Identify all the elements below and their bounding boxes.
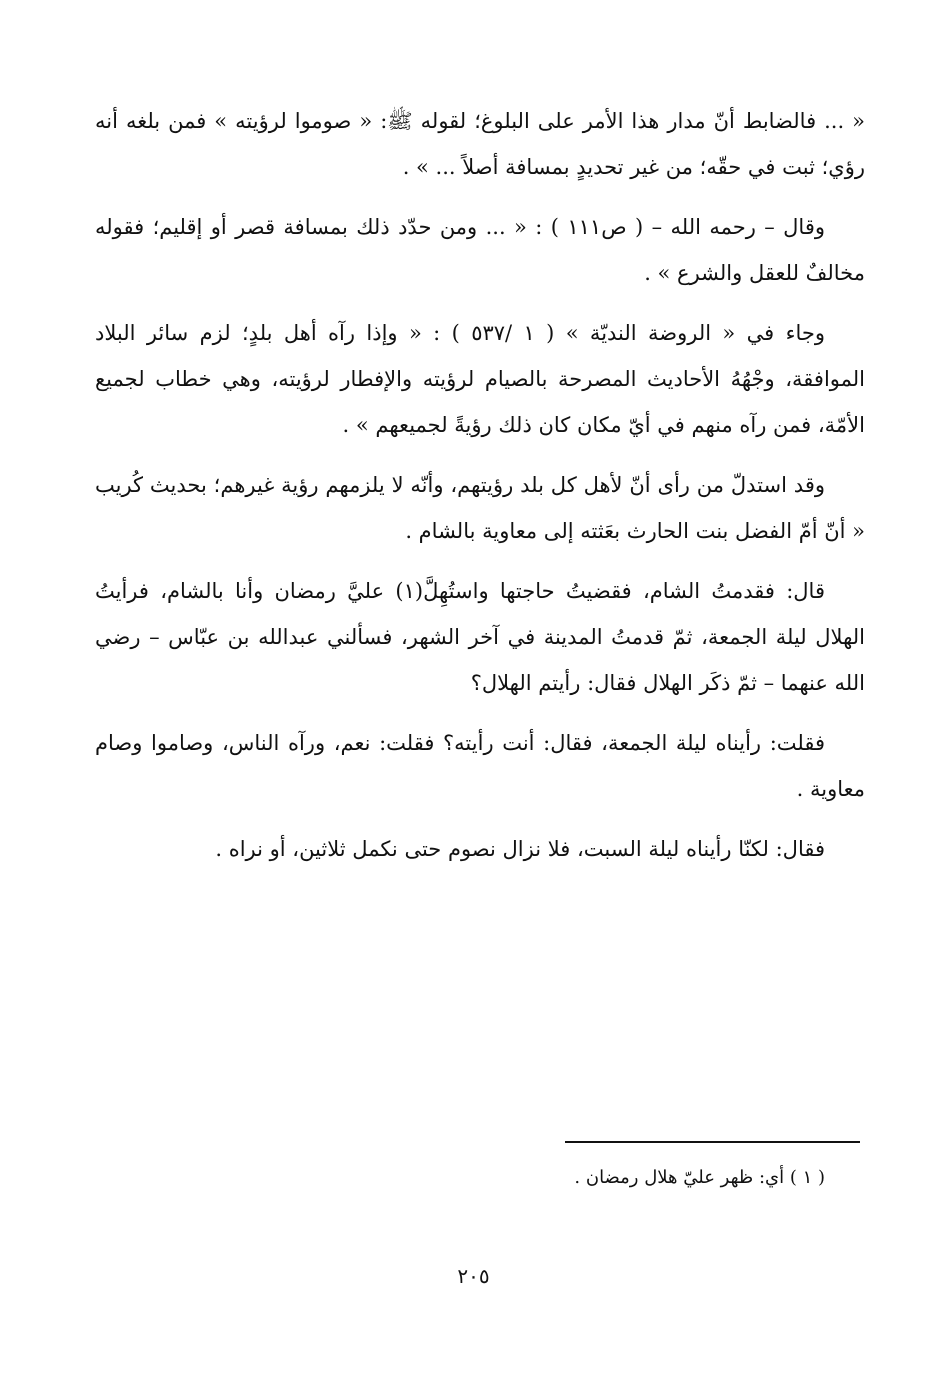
footnote-divider	[565, 1141, 860, 1143]
page-number: ٢٠٥	[457, 1264, 490, 1288]
paragraph-7: فقال: لكنّا رأيناه ليلة السبت، فلا نزال نصوم حتى نكمل ثلاثين، أو نراه .	[215, 837, 825, 861]
paragraph-2: وقال – رحمه الله – ( ص١١١ ) : « ... ومن حدّد ذلك بمسافة قصر أو إقليم؛ فقوله مخالفٌ للعقل والشرع » .	[95, 215, 865, 285]
paragraph-6: فقلت: رأيناه ليلة الجمعة، فقال: أنت رأيته؟ فقلت: نعم، ورآه الناس، وصاموا وصام معاوية .	[95, 731, 865, 801]
paragraph-3: وجاء في « الروضة النديّة » ( ١ /٥٣٧ ) : « وإذا رآه أهل بلدٍ؛ لزم سائر البلاد الموافقة، وجْهُهُ الأحاديث المصرحة بالصيام لرؤيته والإفطار لرؤيته، وهي خطاب لجميع الأمّة، فمن رآه منهم في أيّ مكان كان ذلك رؤيةً لجميعهم » .	[95, 321, 865, 437]
paragraph-5: قال: فقدمتُ الشام، فقضيتُ حاجتها واستُهِلَّ(١) عليَّ رمضان وأنا بالشام، فرأيتُ الهلال ليلة الجمعة، ثمّ قدمتُ المدينة في آخر الشهر، فسألني عبدالله بن عبّاس – رضي الله عنهما – ثمّ ذكَر الهلال فقال: رأيتم الهلال؟	[95, 579, 865, 695]
footnote: ( ١ ) أي: ظهر عليّ هلال رمضان .	[574, 1167, 825, 1188]
page-body	[95, 98, 865, 886]
paragraph-1: « ... فالضابط أنّ مدار هذا الأمر على البلوغ؛ لقوله ﷺ: « صوموا لرؤيته » فمن بلغه أنه رؤي؛ ثبت في حقّه؛ من غير تحديدٍ بمسافة أصلاً ... » .	[95, 109, 865, 179]
paragraph-4: وقد استدلّ من رأى أنّ لأهل كل بلد رؤيتهم، وأنّه لا يلزمهم رؤية غيرهم؛ بحديث كُريب « أنّ أمّ الفضل بنت الحارث بعَثته إلى معاوية بالشام .	[95, 473, 865, 543]
